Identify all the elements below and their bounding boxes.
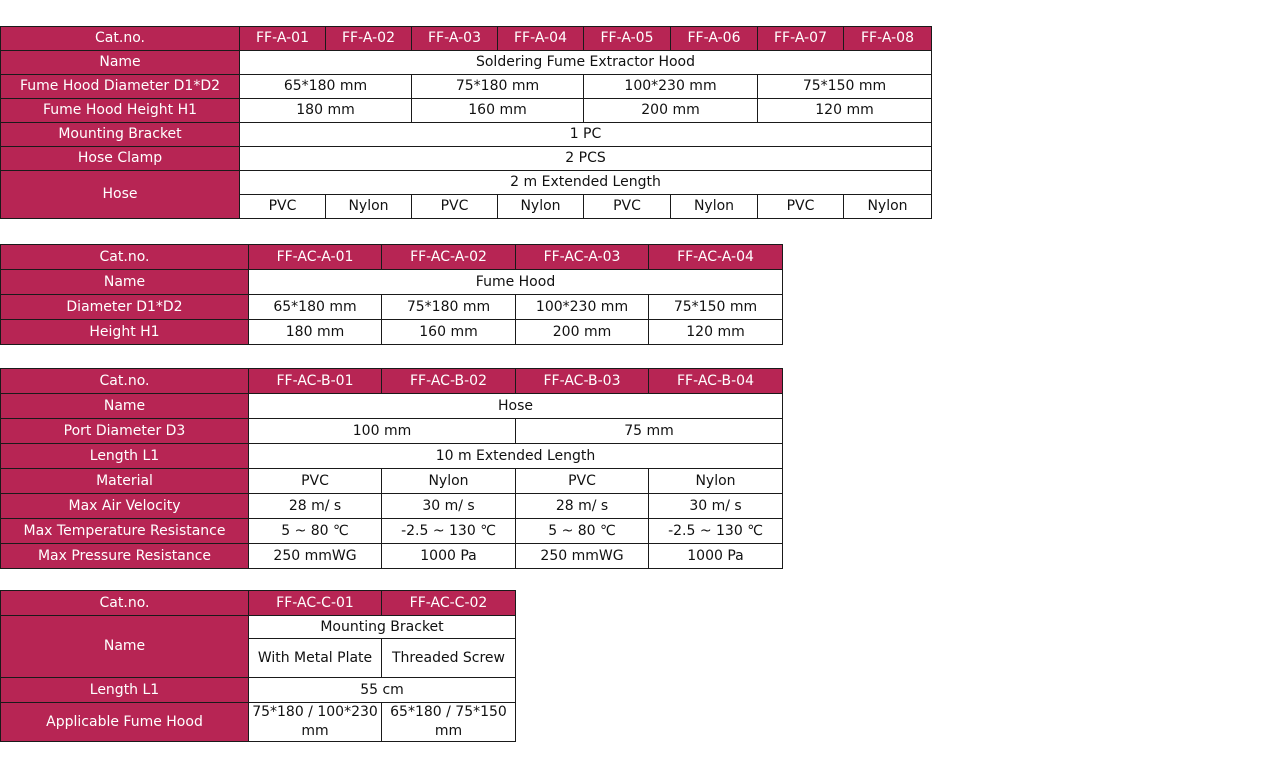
bracket-label: Mounting Bracket <box>1 123 240 147</box>
diameter-value: 65*180 mm <box>240 75 412 99</box>
height-value: 200 mm <box>584 99 758 123</box>
height-value: 160 mm <box>382 320 516 345</box>
fume-hood-table <box>0 244 783 345</box>
catno-code: FF-AC-A-02 <box>382 245 516 270</box>
diameter-value: 100*230 mm <box>584 75 758 99</box>
applicable-hood-label: Applicable Fume Hood <box>1 703 249 742</box>
height-value: 120 mm <box>649 320 783 345</box>
catno-code: FF-AC-B-01 <box>249 369 382 394</box>
catno-code: FF-AC-A-01 <box>249 245 382 270</box>
catno-code: FF-A-07 <box>758 27 844 51</box>
catno-code: FF-AC-A-04 <box>649 245 783 270</box>
pressure-value: 1000 Pa <box>649 544 783 569</box>
name-label: Name <box>1 270 249 295</box>
hose-material: PVC <box>412 195 498 219</box>
height-value: 180 mm <box>240 99 412 123</box>
hose-material: Nylon <box>326 195 412 219</box>
height-value: 160 mm <box>412 99 584 123</box>
diameter-label: Fume Hood Diameter D1*D2 <box>1 75 240 99</box>
catno-code: FF-A-03 <box>412 27 498 51</box>
length-value: 10 m Extended Length <box>249 444 783 469</box>
material-value: PVC <box>249 469 382 494</box>
catno-code: FF-A-01 <box>240 27 326 51</box>
port-diameter-value: 100 mm <box>249 419 516 444</box>
catno-label: Cat.no. <box>1 245 249 270</box>
material-value: Nylon <box>649 469 783 494</box>
name-label: Name <box>1 394 249 419</box>
catno-code: FF-A-04 <box>498 27 584 51</box>
diameter-value: 75*180 mm <box>382 295 516 320</box>
name-label: Name <box>1 51 240 75</box>
catno-label: Cat.no. <box>1 27 240 51</box>
hose-material: PVC <box>758 195 844 219</box>
velocity-value: 28 m/ s <box>516 494 649 519</box>
material-label: Material <box>1 469 249 494</box>
hose-material: Nylon <box>844 195 932 219</box>
name-label: Name <box>1 616 249 678</box>
diameter-value: 100*230 mm <box>516 295 649 320</box>
catno-code: FF-AC-B-04 <box>649 369 783 394</box>
catno-code: FF-AC-B-02 <box>382 369 516 394</box>
variant-value: With Metal Plate <box>249 639 382 678</box>
catno-label: Cat.no. <box>1 369 249 394</box>
height-value: 180 mm <box>249 320 382 345</box>
mounting-bracket-table <box>0 590 516 742</box>
catno-code: FF-AC-A-03 <box>516 245 649 270</box>
velocity-value: 28 m/ s <box>249 494 382 519</box>
velocity-value: 30 m/ s <box>382 494 516 519</box>
height-label: Fume Hood Height H1 <box>1 99 240 123</box>
catno-code: FF-AC-B-03 <box>516 369 649 394</box>
diameter-value: 65*180 mm <box>249 295 382 320</box>
height-label: Height H1 <box>1 320 249 345</box>
length-label: Length L1 <box>1 678 249 703</box>
hose-table <box>0 368 783 569</box>
hose-label: Hose <box>1 171 240 219</box>
material-value: PVC <box>516 469 649 494</box>
temperature-value: 5 ~ 80 ℃ <box>249 519 382 544</box>
length-value: 55 cm <box>249 678 516 703</box>
diameter-value: 75*180 mm <box>412 75 584 99</box>
catno-code: FF-AC-C-02 <box>382 591 516 616</box>
hose-material: PVC <box>240 195 326 219</box>
catno-code: FF-AC-C-01 <box>249 591 382 616</box>
catno-code: FF-A-06 <box>671 27 758 51</box>
applicable-hood-value: 75*180 / 100*230 mm <box>249 703 382 742</box>
diameter-label: Diameter D1*D2 <box>1 295 249 320</box>
hose-material: PVC <box>584 195 671 219</box>
catno-code: FF-A-08 <box>844 27 932 51</box>
catno-code: FF-A-02 <box>326 27 412 51</box>
temperature-value: 5 ~ 80 ℃ <box>516 519 649 544</box>
name-value: Mounting Bracket <box>249 616 516 639</box>
pressure-value: 250 mmWG <box>249 544 382 569</box>
diameter-value: 75*150 mm <box>649 295 783 320</box>
height-value: 200 mm <box>516 320 649 345</box>
material-value: Nylon <box>382 469 516 494</box>
length-label: Length L1 <box>1 444 249 469</box>
bracket-value: 1 PC <box>240 123 932 147</box>
clamp-label: Hose Clamp <box>1 147 240 171</box>
pressure-value: 250 mmWG <box>516 544 649 569</box>
port-diameter-value: 75 mm <box>516 419 783 444</box>
diameter-value: 75*150 mm <box>758 75 932 99</box>
hose-material: Nylon <box>498 195 584 219</box>
fume-extractor-hood-table <box>0 26 932 219</box>
catno-label: Cat.no. <box>1 591 249 616</box>
name-value: Hose <box>249 394 783 419</box>
name-value: Soldering Fume Extractor Hood <box>240 51 932 75</box>
hose-material: Nylon <box>671 195 758 219</box>
temperature-value: -2.5 ~ 130 ℃ <box>649 519 783 544</box>
pressure-label: Max Pressure Resistance <box>1 544 249 569</box>
height-value: 120 mm <box>758 99 932 123</box>
velocity-label: Max Air Velocity <box>1 494 249 519</box>
variant-value: Threaded Screw <box>382 639 516 678</box>
velocity-value: 30 m/ s <box>649 494 783 519</box>
temperature-label: Max Temperature Resistance <box>1 519 249 544</box>
clamp-value: 2 PCS <box>240 147 932 171</box>
temperature-value: -2.5 ~ 130 ℃ <box>382 519 516 544</box>
pressure-value: 1000 Pa <box>382 544 516 569</box>
catno-code: FF-A-05 <box>584 27 671 51</box>
applicable-hood-value: 65*180 / 75*150 mm <box>382 703 516 742</box>
hose-length: 2 m Extended Length <box>240 171 932 195</box>
name-value: Fume Hood <box>249 270 783 295</box>
port-diameter-label: Port Diameter D3 <box>1 419 249 444</box>
